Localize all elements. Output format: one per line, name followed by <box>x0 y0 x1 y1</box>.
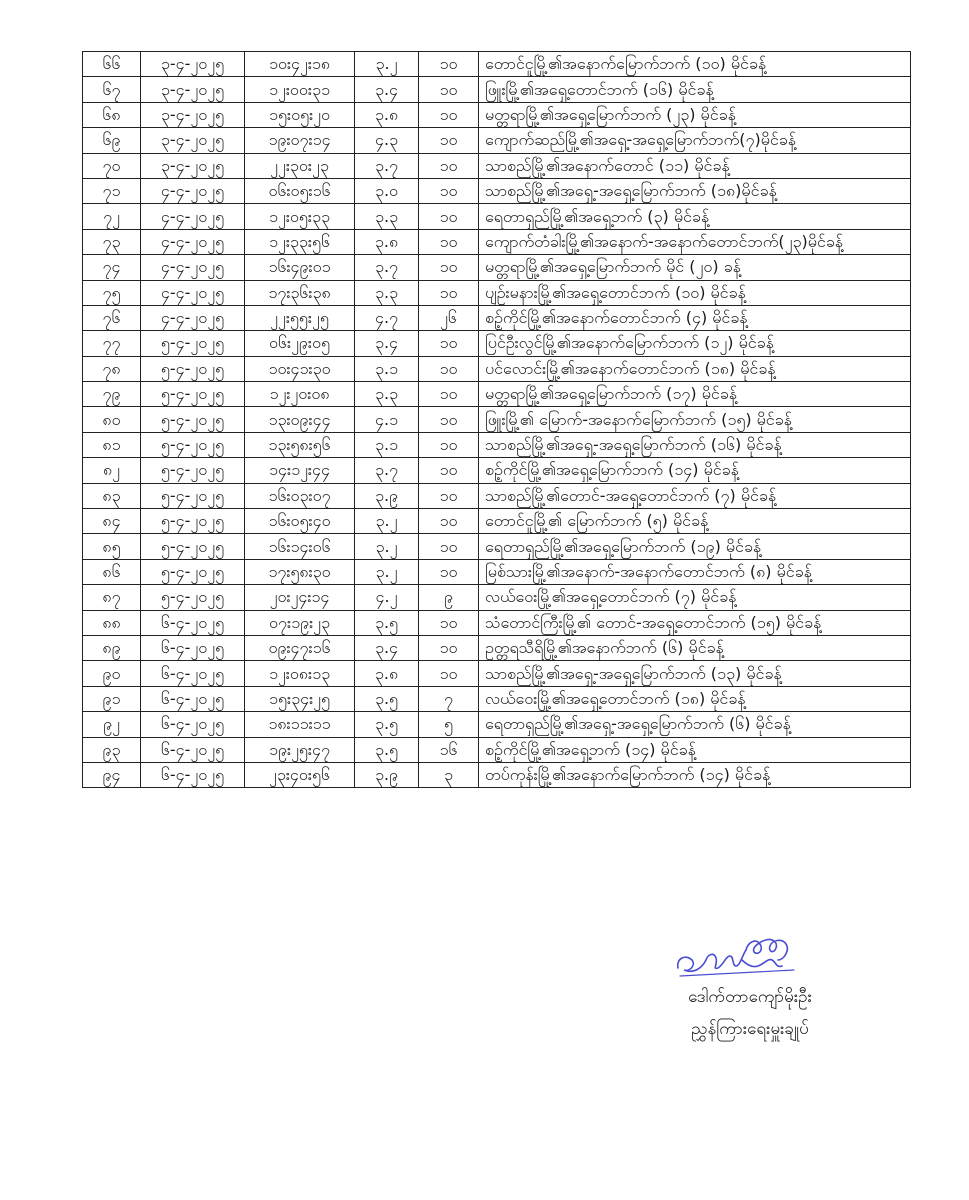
cell-date: ၅-၄-၂၀၂၅ <box>141 382 245 407</box>
signer-name: ဒေါက်တာကျော်မိုးဦး <box>688 987 812 1007</box>
cell-number: ၉၁ <box>83 686 141 711</box>
cell-depth: ၇ <box>419 686 479 711</box>
table-row <box>83 331 911 356</box>
cell-time: ၁၂း၂၀း၀၈ <box>245 382 355 407</box>
cell-magnitude: ၄.၁ <box>355 407 419 432</box>
cell-magnitude: ၃.၈ <box>355 102 419 127</box>
cell-date: ၅-၄-၂၀၂၅ <box>141 432 245 457</box>
cell-location: ပျဉ်းမနားမြို့၏အရှေ့တောင်ဘက် (၁၀) မိုင်ခန့် <box>479 280 911 305</box>
cell-time: ၁၉း၀၇း၁၄ <box>245 128 355 153</box>
cell-number: ၈၈ <box>83 610 141 635</box>
table-row <box>83 458 911 483</box>
cell-date: ၆-၄-၂၀၂၅ <box>141 635 245 660</box>
cell-time: ၂၂း၃၀း၂၃ <box>245 153 355 178</box>
cell-depth: ၁၀ <box>419 661 479 686</box>
cell-magnitude: ၃.၅ <box>355 712 419 737</box>
cell-magnitude: ၃.၄ <box>355 331 419 356</box>
cell-number: ၇၂ <box>83 204 141 229</box>
cell-depth: ၁၀ <box>419 483 479 508</box>
cell-date: ၄-၄-၂၀၂၅ <box>141 305 245 330</box>
cell-date: ၅-၄-၂၀၂၅ <box>141 331 245 356</box>
cell-location: ပင်လောင်းမြို့၏အနောက်တောင်ဘက် (၁၈) မိုင်ခန့် <box>479 356 911 381</box>
table-row <box>83 661 911 686</box>
cell-location: လယ်ဝေးမြို့၏အရှေ့တောင်ဘက် (၁၈) မိုင်ခန့် <box>479 686 911 711</box>
cell-date: ၆-၄-၂၀၂၅ <box>141 610 245 635</box>
cell-depth: ၂၆ <box>419 305 479 330</box>
cell-location: မတ္တရာမြို့၏အရှေ့မြောက်ဘက် မိုင် (၂၀) ခန့် <box>479 255 911 280</box>
cell-date: ၅-၄-၂၀၂၅ <box>141 407 245 432</box>
table-row <box>83 737 911 762</box>
cell-depth: ၁၀ <box>419 178 479 203</box>
table-row <box>83 407 911 432</box>
cell-time: ၂၃း၄၀း၅၆ <box>245 762 355 787</box>
cell-magnitude: ၃.၇ <box>355 153 419 178</box>
cell-number: ၉၀ <box>83 661 141 686</box>
cell-date: ၃-၄-၂၀၂၅ <box>141 77 245 102</box>
table-row <box>83 102 911 127</box>
table-row <box>83 128 911 153</box>
cell-date: ၄-၄-၂၀၂၅ <box>141 280 245 305</box>
cell-depth: ၁၀ <box>419 153 479 178</box>
cell-magnitude: ၄.၇ <box>355 305 419 330</box>
cell-magnitude: ၄.၃ <box>355 128 419 153</box>
cell-location: မြစ်သားမြို့၏အနောက်-အနောက်တောင်ဘက် (၈) မိုင်ခန့် <box>479 559 911 584</box>
cell-magnitude: ၃.၀ <box>355 178 419 203</box>
cell-depth: ၁၀ <box>419 52 479 77</box>
cell-magnitude: ၄.၂ <box>355 585 419 610</box>
cell-time: ၁၃း၀၉း၄၄ <box>245 407 355 432</box>
table-row <box>83 509 911 534</box>
cell-depth: ၁၀ <box>419 534 479 559</box>
cell-location: ရေတာရှည်မြို့၏အရှေ့-အရှေ့မြောက်ဘက် (၆) မိုင်ခန့် <box>479 712 911 737</box>
cell-number: ၈၀ <box>83 407 141 432</box>
cell-location: စဉ့်ကိုင်မြို့၏အရှေ့ဘက် (၁၄) မိုင်ခန့် <box>479 737 911 762</box>
cell-number: ၇၅ <box>83 280 141 305</box>
cell-location: တောင်ငူမြို့၏ မြောက်ဘက် (၅) မိုင်ခန့် <box>479 509 911 534</box>
cell-location: သာစည်မြို့၏အနောက်တောင် (၁၁) မိုင်ခန့် <box>479 153 911 178</box>
cell-date: ၅-၄-၂၀၂၅ <box>141 534 245 559</box>
cell-magnitude: ၃.၂ <box>355 559 419 584</box>
table-row <box>83 255 911 280</box>
cell-date: ၆-၄-၂၀၂၅ <box>141 712 245 737</box>
cell-magnitude: ၃.၉ <box>355 762 419 787</box>
cell-location: သာစည်မြို့၏တောင်-အရှေ့တောင်ဘက် (၇) မိုင်ခန့် <box>479 483 911 508</box>
cell-time: ၁၆း၄၉း၀၁ <box>245 255 355 280</box>
table-row <box>83 534 911 559</box>
cell-magnitude: ၃.၂ <box>355 509 419 534</box>
cell-depth: ၁၀ <box>419 382 479 407</box>
signature-image <box>672 930 802 985</box>
cell-date: ၄-၄-၂၀၂၅ <box>141 229 245 254</box>
table-row <box>83 305 911 330</box>
cell-time: ၁၇း၅၈း၃၀ <box>245 559 355 584</box>
table-row <box>83 635 911 660</box>
cell-time: ၀၉း၄၇း၁၆ <box>245 635 355 660</box>
cell-location: စဉ့်ကိုင်မြို့၏အရှေ့မြောက်ဘက် (၁၄) မိုင်ခန့် <box>479 458 911 483</box>
table-row <box>83 77 911 102</box>
cell-depth: ၅ <box>419 712 479 737</box>
cell-magnitude: ၃.၁ <box>355 356 419 381</box>
cell-time: ၀၆း၀၅း၁၆ <box>245 178 355 203</box>
cell-time: ၁၆း၀၃း၀၇ <box>245 483 355 508</box>
table-body <box>83 52 911 788</box>
cell-time: ၁၂း၀၀း၃၁ <box>245 77 355 102</box>
cell-depth: ၁၀ <box>419 610 479 635</box>
table-row <box>83 432 911 457</box>
cell-magnitude: ၃.၃ <box>355 280 419 305</box>
cell-number: ၇၇ <box>83 331 141 356</box>
cell-number: ၇၉ <box>83 382 141 407</box>
cell-number: ၈၂ <box>83 458 141 483</box>
cell-depth: ၁၀ <box>419 331 479 356</box>
cell-date: ၃-၄-၂၀၂၅ <box>141 153 245 178</box>
cell-date: ၃-၄-၂၀၂၅ <box>141 102 245 127</box>
cell-time: ၁၂း၃၃း၅၆ <box>245 229 355 254</box>
cell-time: ၁၆း၁၄း၀၆ <box>245 534 355 559</box>
table-row <box>83 382 911 407</box>
cell-magnitude: ၃.၄ <box>355 77 419 102</box>
cell-location: ရေတာရှည်မြို့၏အရှေ့ဘက် (၃) မိုင်ခန့် <box>479 204 911 229</box>
cell-number: ၆၉ <box>83 128 141 153</box>
cell-number: ၉၂ <box>83 712 141 737</box>
table-row <box>83 610 911 635</box>
table-row <box>83 559 911 584</box>
cell-location: သာစည်မြို့၏အရှေ့-အရှေ့မြောက်ဘက် (၁၈)မိုင်ခန့် <box>479 178 911 203</box>
cell-depth: ၃ <box>419 762 479 787</box>
cell-location: သာစည်မြို့၏အရှေ့-အရှေ့မြောက်ဘက် (၁၆) မိုင်ခန့် <box>479 432 911 457</box>
cell-depth: ၁၀ <box>419 458 479 483</box>
cell-time: ၂၀း၂၄း၁၄ <box>245 585 355 610</box>
cell-depth: ၁၀ <box>419 255 479 280</box>
cell-time: ၁၄း၁၂း၄၄ <box>245 458 355 483</box>
cell-number: ၇၃ <box>83 229 141 254</box>
cell-location: ပြင်ဦးလွင်မြို့၏အနောက်မြောက်ဘက် (၁၂) မိုင်ခန့် <box>479 331 911 356</box>
cell-date: ၅-၄-၂၀၂၅ <box>141 483 245 508</box>
cell-date: ၄-၄-၂၀၂၅ <box>141 204 245 229</box>
cell-date: ၆-၄-၂၀၂၅ <box>141 661 245 686</box>
cell-time: ၀၇း၁၉း၂၃ <box>245 610 355 635</box>
cell-time: ၁၅း၃၄း၂၅ <box>245 686 355 711</box>
cell-depth: ၁၆ <box>419 737 479 762</box>
cell-time: ၁၂း၀၈း၁၃ <box>245 661 355 686</box>
cell-depth: ၁၀ <box>419 229 479 254</box>
cell-number: ၈၁ <box>83 432 141 457</box>
cell-date: ၅-၄-၂၀၂၅ <box>141 509 245 534</box>
cell-date: ၃-၄-၂၀၂၅ <box>141 128 245 153</box>
cell-magnitude: ၃.၅ <box>355 737 419 762</box>
cell-date: ၃-၄-၂၀၂၅ <box>141 52 245 77</box>
cell-date: ၆-၄-၂၀၂၅ <box>141 686 245 711</box>
cell-time: ၂၂း၅၅း၂၅ <box>245 305 355 330</box>
cell-date: ၅-၄-၂၀၂၅ <box>141 458 245 483</box>
table-row <box>83 153 911 178</box>
cell-time: ၁၉း၂၅း၄၇ <box>245 737 355 762</box>
table-row <box>83 483 911 508</box>
cell-number: ၆၇ <box>83 77 141 102</box>
cell-number: ၈၄ <box>83 509 141 534</box>
cell-magnitude: ၃.၉ <box>355 483 419 508</box>
cell-magnitude: ၃.၄ <box>355 635 419 660</box>
cell-location: လယ်ဝေးမြို့၏အရှေ့တောင်ဘက် (၇) မိုင်ခန့် <box>479 585 911 610</box>
cell-date: ၆-၄-၂၀၂၅ <box>141 737 245 762</box>
table-row <box>83 686 911 711</box>
cell-location: စဉ့်ကိုင်မြို့၏အနောက်တောင်ဘက် (၄) မိုင်ခန့် <box>479 305 911 330</box>
cell-location: ဖြူးမြို့၏ မြောက်-အနောက်မြောက်ဘက် (၁၅) မိုင်ခန့် <box>479 407 911 432</box>
cell-time: ၁၇း၃၆း၃၈ <box>245 280 355 305</box>
cell-number: ၉၄ <box>83 762 141 787</box>
table-row <box>83 204 911 229</box>
cell-date: ၅-၄-၂၀၂၅ <box>141 356 245 381</box>
cell-time: ၁၀း၄၁း၃၀ <box>245 356 355 381</box>
cell-magnitude: ၃.၂ <box>355 534 419 559</box>
cell-time: ၁၂း၀၅း၃၃ <box>245 204 355 229</box>
cell-magnitude: ၃.၃ <box>355 382 419 407</box>
cell-location: မတ္တရာမြို့၏အရှေ့မြောက်ဘက် (၁၇) မိုင်ခန့် <box>479 382 911 407</box>
cell-number: ၇၁ <box>83 178 141 203</box>
cell-number: ၉၃ <box>83 737 141 762</box>
cell-depth: ၁၀ <box>419 432 479 457</box>
cell-number: ၇၄ <box>83 255 141 280</box>
cell-location: ကျောက်ဆည်မြို့၏အရှေ့-အရှေ့မြောက်ဘက်(၇)မိုင်ခန့် <box>479 128 911 153</box>
cell-number: ၆၈ <box>83 102 141 127</box>
cell-depth: ၁၀ <box>419 128 479 153</box>
cell-time: ၁၆း၀၅း၄၀ <box>245 509 355 534</box>
cell-magnitude: ၃.၇ <box>355 255 419 280</box>
cell-magnitude: ၃.၈ <box>355 661 419 686</box>
cell-magnitude: ၃.၁ <box>355 432 419 457</box>
cell-depth: ၁၀ <box>419 204 479 229</box>
table-row <box>83 178 911 203</box>
table-row <box>83 356 911 381</box>
cell-location: ဥတ္တရသီရိမြို့၏အနောက်ဘက် (၆) မိုင်ခန့် <box>479 635 911 660</box>
cell-time: ၀၆း၂၉း၀၅ <box>245 331 355 356</box>
table-row <box>83 52 911 77</box>
cell-depth: ၁၀ <box>419 102 479 127</box>
cell-number: ၇၈ <box>83 356 141 381</box>
cell-magnitude: ၃.၂ <box>355 52 419 77</box>
table-row <box>83 585 911 610</box>
cell-number: ၈၉ <box>83 635 141 660</box>
cell-depth: ၁၀ <box>419 635 479 660</box>
cell-time: ၁၅း၀၅း၂၀ <box>245 102 355 127</box>
table-row <box>83 762 911 787</box>
cell-date: ၄-၄-၂၀၂၅ <box>141 178 245 203</box>
cell-depth: ၁၀ <box>419 356 479 381</box>
signer-title: ညွှန်ကြားရေးမှူးချုပ် <box>691 1019 809 1039</box>
cell-time: ၁၀း၄၂း၁၈ <box>245 52 355 77</box>
earthquake-records-table <box>82 51 911 788</box>
cell-magnitude: ၃.၅ <box>355 686 419 711</box>
cell-magnitude: ၃.၇ <box>355 458 419 483</box>
cell-location: ဖြူးမြို့၏အရှေ့တောင်ဘက် (၁၆) မိုင်ခန့် <box>479 77 911 102</box>
cell-number: ၇၀ <box>83 153 141 178</box>
cell-location: မတ္တရာမြို့၏အရှေ့မြောက်ဘက် (၂၃) မိုင်ခန့် <box>479 102 911 127</box>
cell-location: ရေတာရှည်မြို့၏အရှေ့မြောက်ဘက် (၁၉) မိုင်ခန့် <box>479 534 911 559</box>
cell-date: ၅-၄-၂၀၂၅ <box>141 585 245 610</box>
table-row <box>83 229 911 254</box>
cell-location: ကျောက်တံခါးမြို့၏အနောက်-အနောက်တောင်ဘက်(၂၃)မိုင်ခန့် <box>479 229 911 254</box>
cell-number: ၈၃ <box>83 483 141 508</box>
cell-location: တောင်ငူမြို့၏အနောက်မြောက်ဘက် (၁၀) မိုင်ခန့် <box>479 52 911 77</box>
cell-number: ၆၆ <box>83 52 141 77</box>
cell-date: ၅-၄-၂၀၂၅ <box>141 559 245 584</box>
cell-magnitude: ၃.၅ <box>355 610 419 635</box>
cell-date: ၆-၄-၂၀၂၅ <box>141 762 245 787</box>
cell-depth: ၉ <box>419 585 479 610</box>
cell-depth: ၁၀ <box>419 509 479 534</box>
cell-location: သာစည်မြို့၏အရှေ့-အရှေ့မြောက်ဘက် (၁၃) မိုင်ခန့် <box>479 661 911 686</box>
cell-time: ၁၃း၅၈း၅၆ <box>245 432 355 457</box>
cell-magnitude: ၃.၈ <box>355 229 419 254</box>
cell-number: ၈၅ <box>83 534 141 559</box>
cell-depth: ၁၀ <box>419 407 479 432</box>
cell-number: ၇၆ <box>83 305 141 330</box>
table-row <box>83 712 911 737</box>
cell-date: ၄-၄-၂၀၂၅ <box>141 255 245 280</box>
cell-location: တပ်ကုန်းမြို့၏အနောက်မြောက်ဘက် (၁၄) မိုင်ခန့် <box>479 762 911 787</box>
cell-location: သံတောင်ကြီးမြို့၏ တောင်-အရှေ့တောင်ဘက် (၁၅) မိုင်ခန့် <box>479 610 911 635</box>
cell-magnitude: ၃.၃ <box>355 204 419 229</box>
table-row <box>83 280 911 305</box>
cell-number: ၈၇ <box>83 585 141 610</box>
cell-depth: ၁၀ <box>419 559 479 584</box>
cell-number: ၈၆ <box>83 559 141 584</box>
cell-depth: ၁၀ <box>419 280 479 305</box>
cell-depth: ၁၀ <box>419 77 479 102</box>
cell-time: ၁၈း၁၁း၁၁ <box>245 712 355 737</box>
